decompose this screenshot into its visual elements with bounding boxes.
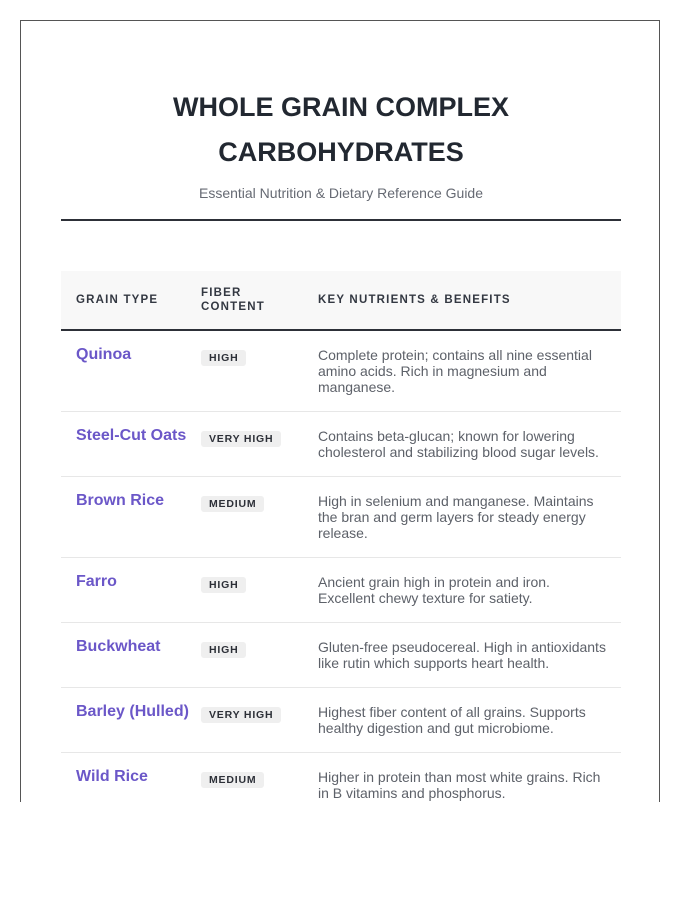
table-row [61, 412, 621, 477]
column-header-key-nutrients: KEY NUTRIENTS & BENEFITS [306, 271, 621, 330]
grain-name: Steel-Cut Oats [76, 427, 187, 444]
title-line-2: CARBOHYDRATES [218, 137, 464, 167]
fiber-badge: VERY HIGH [201, 707, 281, 723]
grain-name: Brown Rice [76, 492, 165, 509]
table-row [61, 477, 621, 558]
table-row [61, 688, 621, 753]
fiber-badge: HIGH [201, 350, 246, 366]
grain-name: Quinoa [76, 346, 132, 363]
column-header-grain-type: GRAIN TYPE [61, 271, 193, 330]
column-header-fiber-content: FIBER CONTENT [193, 271, 306, 330]
fiber-badge: MEDIUM [201, 496, 264, 512]
fiber-badge: MEDIUM [201, 772, 264, 788]
table-row [61, 330, 621, 412]
nutrient-description: Highest fiber content of all grains. Supports healthy digestion and gut microbiome. [318, 704, 586, 736]
nutrient-description: High in selenium and manganese. Maintains the bran and germ layers for steady energy release. [318, 493, 594, 541]
grain-table [61, 271, 621, 802]
page-subtitle: Essential Nutrition & Dietary Reference Guide [198, 185, 484, 201]
fiber-badge: VERY HIGH [201, 431, 281, 447]
page-header [61, 85, 621, 202]
nutrient-description: Ancient grain high in protein and iron. Excellent chewy texture for satiety. [318, 574, 550, 606]
nutrient-description: Contains beta-glucan; known for lowering cholesterol and stabilizing blood sugar levels. [318, 428, 599, 460]
nutrient-description: Gluten-free pseudocereal. High in antioxidants like rutin which supports heart health. [318, 639, 606, 671]
table-row [61, 623, 621, 688]
fiber-badge: HIGH [201, 642, 246, 658]
grain-name: Wild Rice [76, 768, 148, 785]
title-line-1: WHOLE GRAIN COMPLEX [173, 92, 509, 122]
nutrient-description: Complete protein; contains all nine essential amino acids. Rich in magnesium and manganese. [318, 347, 592, 395]
page-title [61, 85, 621, 175]
table-header-row [61, 271, 621, 330]
table-row [61, 753, 621, 803]
table-row [61, 558, 621, 623]
grain-name: Buckwheat [76, 638, 161, 655]
header-divider [61, 219, 621, 221]
grain-name: Barley (Hulled) [76, 703, 189, 720]
fiber-badge: HIGH [201, 577, 246, 593]
grain-name: Farro [76, 573, 117, 590]
reference-card [20, 20, 660, 802]
nutrient-description: Higher in protein than most white grains. Rich in B vitamins and phosphorus. [318, 769, 601, 801]
